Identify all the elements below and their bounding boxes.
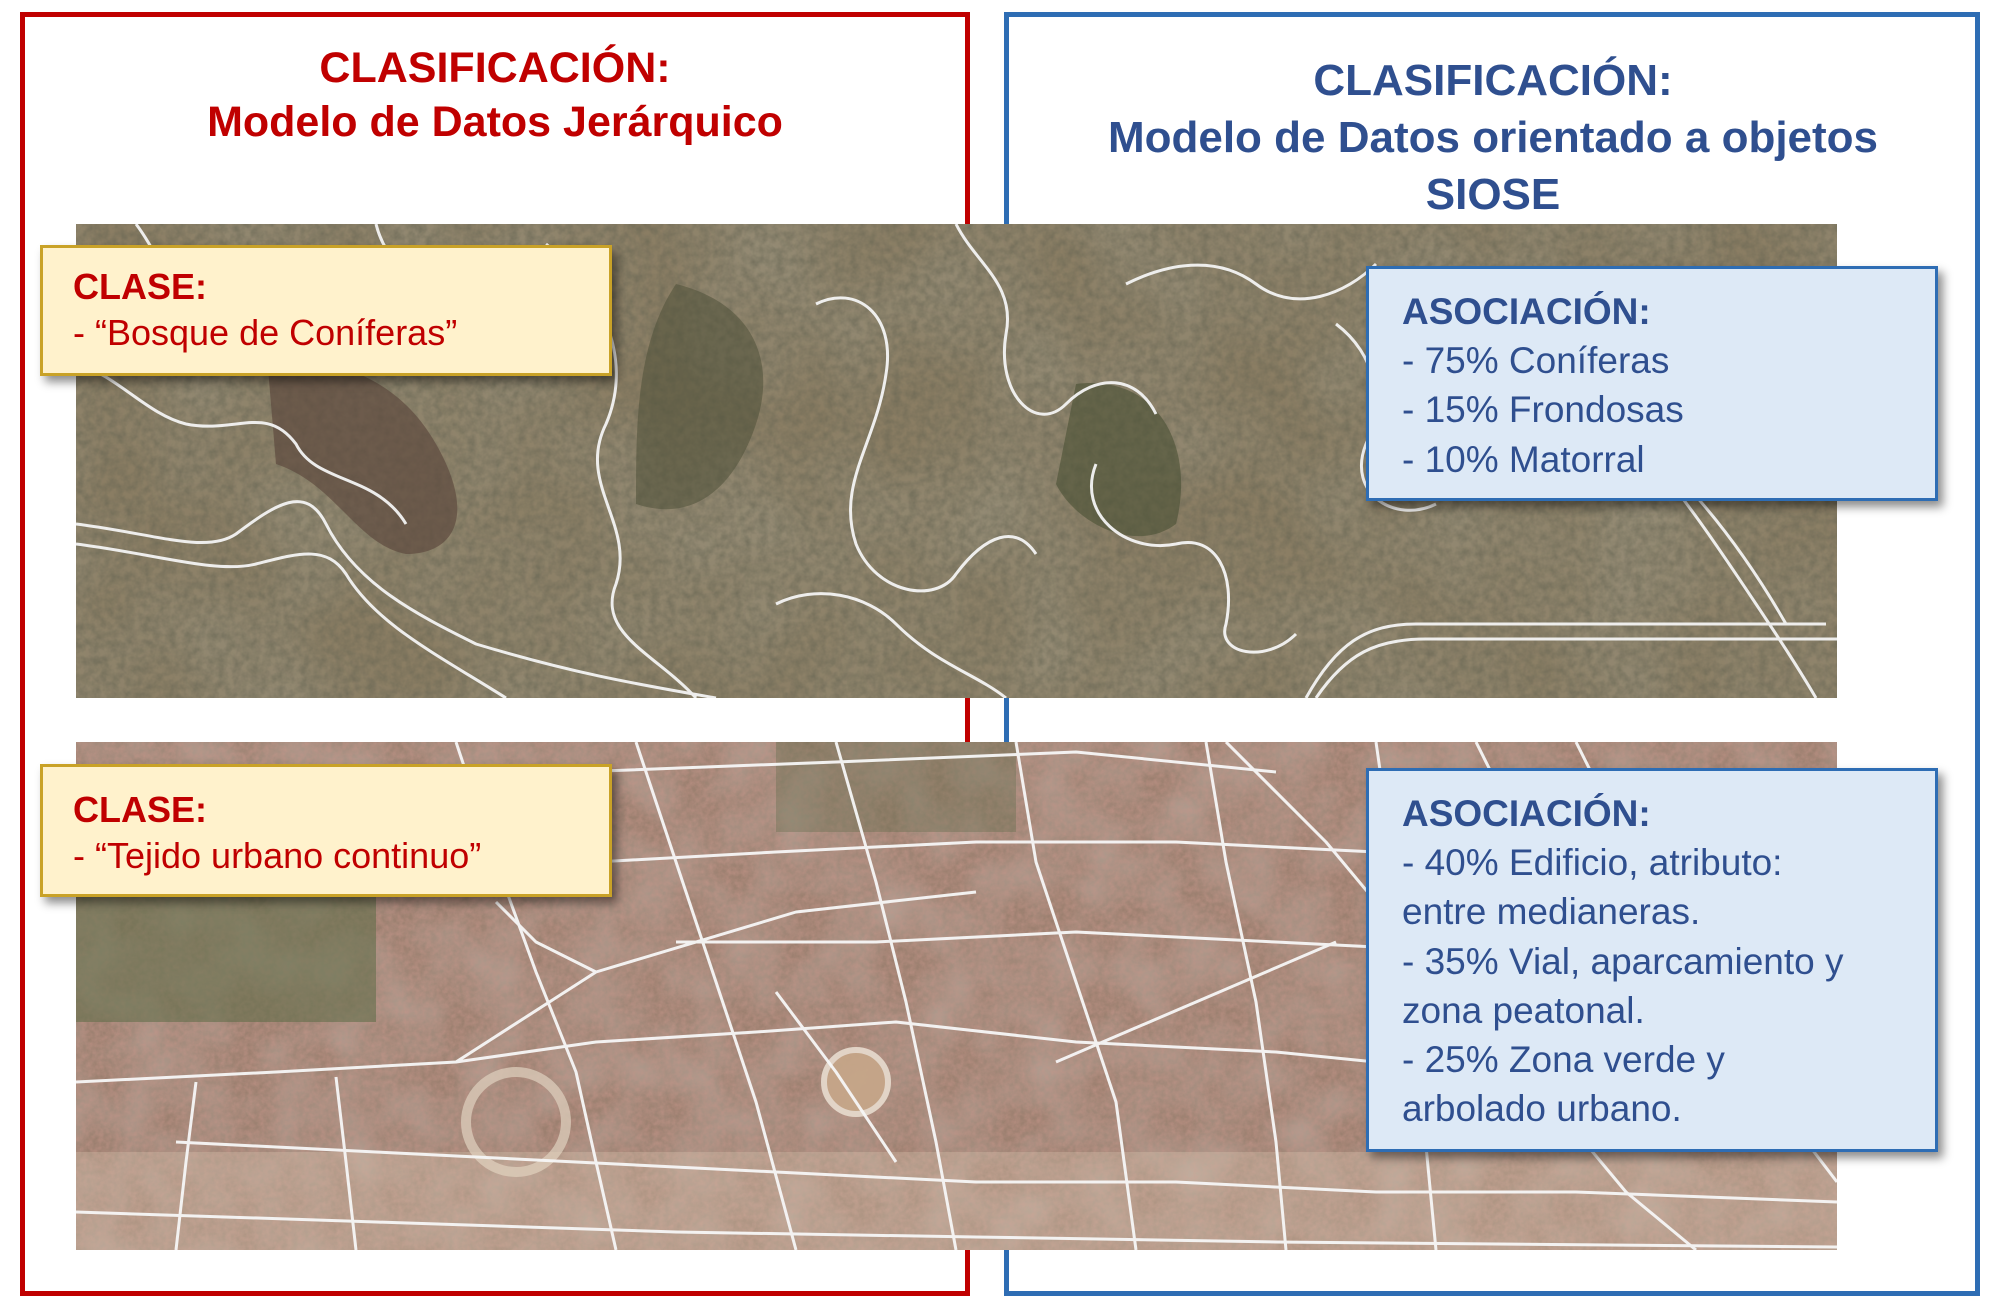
asociacion-forest-line: - 15% Frondosas xyxy=(1402,389,1684,431)
right-heading-line1: CLASIFICACIÓN: xyxy=(1313,56,1673,105)
left-heading-line1: CLASIFICACIÓN: xyxy=(319,44,671,92)
clase-title-forest: CLASE: xyxy=(73,266,207,307)
right-heading-line3: SIOSE xyxy=(1425,170,1561,220)
asociacion-box-forest xyxy=(1366,266,1938,501)
asociacion-box-urban xyxy=(1366,768,1938,1152)
asociacion-forest-line: - 10% Matorral xyxy=(1402,438,1645,480)
clase-box-urban xyxy=(40,764,612,897)
clase-value-urban: - “Tejido urbano continuo” xyxy=(73,835,482,877)
left-panel-heading xyxy=(24,42,966,150)
clase-box-forest xyxy=(40,245,612,376)
asociacion-urban-line: - 35% Vial, aparcamiento y xyxy=(1402,940,1844,982)
clase-value-forest: - “Bosque de Coníferas” xyxy=(73,312,458,354)
right-panel-heading xyxy=(1010,52,1976,224)
asociacion-urban-line: - 40% Edificio, atributo: xyxy=(1402,842,1783,884)
asociacion-urban-line: entre medianeras. xyxy=(1402,891,1701,933)
asociacion-forest-line: - 75% Coníferas xyxy=(1402,340,1670,382)
asociacion-urban-line: zona peatonal. xyxy=(1402,989,1645,1031)
asociacion-urban-line: - 25% Zona verde y xyxy=(1402,1039,1725,1081)
left-heading-line2: Modelo de Datos Jerárquico xyxy=(207,97,783,146)
asociacion-title-forest: ASOCIACIÓN: xyxy=(1402,291,1651,332)
right-heading-line2: Modelo de Datos orientado a objetos xyxy=(1107,113,1879,163)
asociacion-title-urban: ASOCIACIÓN: xyxy=(1402,793,1651,834)
asociacion-urban-line: arbolado urbano. xyxy=(1402,1088,1682,1130)
clase-title-urban: CLASE: xyxy=(73,789,207,830)
